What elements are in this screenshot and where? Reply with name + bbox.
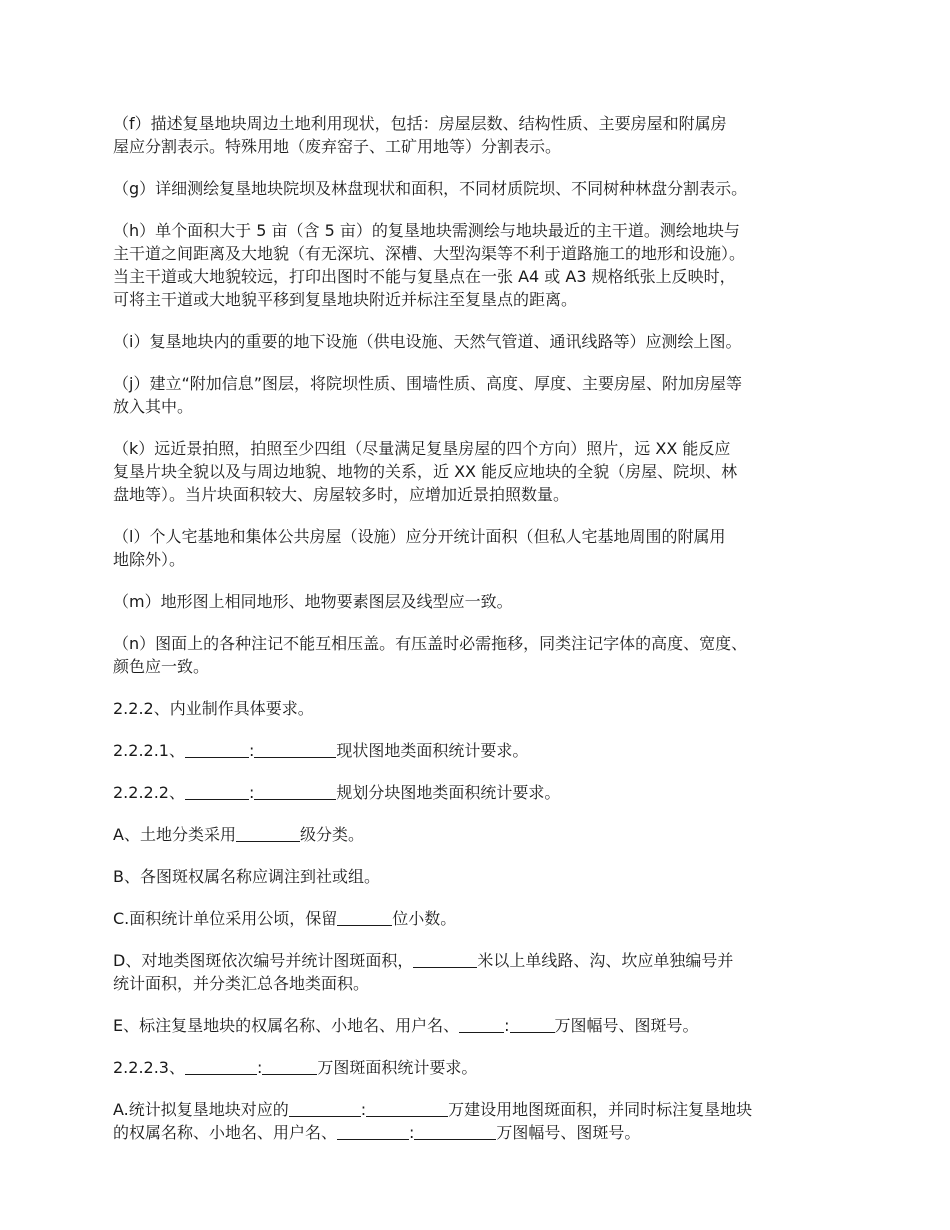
text-line: （g）详细测绘复垦地块院坝及林盘现状和面积，不同材质院坝、不同树种林盘分割表示。 [113,179,748,198]
item-a [113,823,850,846]
text-line: （h）单个面积大于 5 亩（含 5 亩）的复垦地块需测绘与地块最近的主干道。测绘地块与 [113,221,740,240]
text-line [113,1121,850,1144]
paragraph-h [113,219,850,311]
item-c [113,907,850,930]
text-line: 可将主干道或大地貌平移到复垦地块附近并标注至复垦点的距离。 [113,290,578,309]
item-a-2 [113,1098,850,1144]
blank-separator: : [409,1123,415,1142]
section-2-2-2-3 [113,1056,850,1079]
text-line: B、各图斑权属名称应调注到社或组。 [113,867,380,886]
item-text: E、标注复垦地块的权属名称、小地名、用户名、 [113,1016,460,1035]
paragraph-j [113,372,850,418]
text-line: 屋应分割表示。特殊用地（废弃窑子、工矿用地等）分割表示。 [113,137,562,156]
item-b [113,865,850,888]
paragraph-m [113,590,850,613]
item-text: 位小数。 [392,909,457,928]
fill-in-blank [185,1058,257,1075]
paragraph-l [113,525,850,571]
text-line: 地除外）。 [113,550,186,569]
fill-in-blank [236,825,300,842]
fill-in-blank [337,909,392,926]
text-line: 盘地等）。当片块面积较大、房屋较多时，应增加近景拍照数量。 [113,485,570,504]
text-line: （m）地形图上相同地形、地物要素图层及线型应一致。 [113,592,513,611]
text-line: 颜色应一致。 [113,657,210,676]
section-number: 2.2.2.1、 [113,741,185,760]
fill-in-blank [510,1016,555,1033]
blank-separator: : [360,1100,367,1119]
text-line: 2.2.2、内业制作具体要求。 [113,699,314,718]
fill-in-blank [366,1100,448,1117]
text-line: （n）图面上的各种注记不能互相压盖。有压盖时必需拖移，同类注记字体的高度、宽度、 [113,634,748,653]
section-text: 规划分块图地类面积统计要求。 [336,783,561,802]
item-text: D、对地类图斑依次编号并统计图斑面积， [113,951,414,970]
item-text: C.面积统计单位采用公顷，保留 [113,909,338,928]
paragraph-g [113,177,850,200]
fill-in-blank [254,783,336,800]
item-text: 万图幅号、图斑号。 [496,1123,641,1142]
fill-in-blank [262,1058,317,1075]
fill-in-blank [459,1016,504,1033]
text-line: 放入其中。 [113,397,194,416]
paragraph-n [113,632,850,678]
section-2-2-2-2 [113,781,850,804]
paragraph-k [113,437,850,506]
paragraph-i [113,330,850,353]
fill-in-blank [289,1100,361,1117]
text-line: 当主干道或大地貌较远，打印出图时不能与复垦点在一张 A4 或 A3 规格纸张上反映时， [113,267,736,286]
fill-in-blank [337,1123,409,1140]
item-text: A、土地分类采用 [113,825,236,844]
text-line: 复垦片块全貌以及与周边地貌、地物的关系，近 XX 能反应地块的全貌（房屋、院坝、林 [113,462,738,481]
text-line [113,1098,850,1121]
blank-separator: : [248,741,255,760]
text-line: （j）建立“附加信息”图层，将院坝性质、围墙性质、高度、厚度、主要房屋、附加房屋等 [113,374,743,393]
text-line [113,949,850,972]
blank-separator: : [248,783,255,802]
section-number: 2.2.2.2、 [113,783,185,802]
item-text: 万图幅号、图斑号。 [554,1016,699,1035]
text-line: （i）复垦地块内的重要的地下设施（供电设施、天然气管道、通讯线路等）应测绘上图。 [113,332,742,351]
item-text: 级分类。 [299,825,364,844]
blank-separator: : [256,1058,263,1077]
section-text: 现状图地类面积统计要求。 [336,741,529,760]
item-text: A.统计拟复垦地块对应的 [113,1100,289,1119]
fill-in-blank [413,951,477,968]
fill-in-blank [254,741,336,758]
fill-in-blank [185,783,249,800]
paragraph-f [113,112,850,158]
item-text: 万建设用地图斑面积，并同时标注复垦地块 [448,1100,753,1119]
item-text: 的权属名称、小地名、用户名、 [113,1123,338,1142]
text-line: （k）远近景拍照，拍照至少四组（尽量满足复垦房屋的四个方向）照片，远 XX 能反应 [113,439,731,458]
blank-separator: : [504,1016,510,1035]
item-d [113,949,850,995]
section-number: 2.2.2.3、 [113,1058,185,1077]
fill-in-blank [185,741,249,758]
text-line: （f）描述复垦地块周边土地利用现状，包括：房屋层数、结构性质、主要房屋和附属房 [113,114,727,133]
item-text: 米以上单线路、沟、坎应单独编号并 [477,951,734,970]
section-heading-2-2-2 [113,697,850,720]
section-2-2-2-1 [113,739,850,762]
text-line: 统计面积，并分类汇总各地类面积。 [113,974,370,993]
section-text: 万图斑面积统计要求。 [317,1058,478,1077]
text-line: 主干道之间距离及大地貌（有无深坑、深槽、大型沟渠等不利于道路施工的地形和设施）。 [113,244,746,263]
text-line: （l）个人宅基地和集体公共房屋（设施）应分开统计面积（但私人宅基地周围的附属用 [113,527,726,546]
fill-in-blank [414,1123,496,1140]
item-e [113,1014,850,1037]
